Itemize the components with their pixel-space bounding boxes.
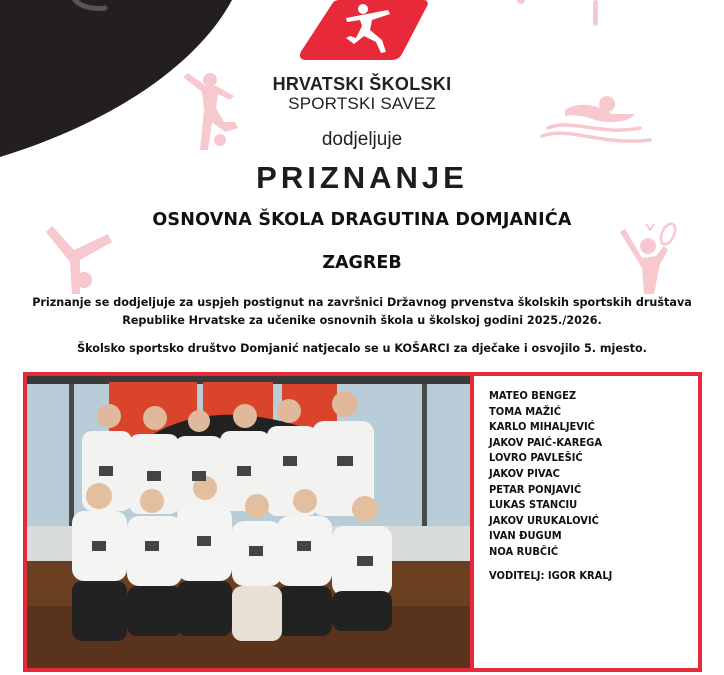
team-frame [23, 372, 702, 672]
player-item: MATEO BENGEZ [489, 389, 577, 402]
player-item: LUKAS STANCIU [489, 498, 578, 512]
player-list [489, 388, 623, 560]
city-name: ZAGREB [322, 253, 402, 273]
org-name-line1: HRVATSKI ŠKOLSKI [272, 74, 452, 94]
player-item: TOMA MAŽIĆ [489, 404, 562, 418]
awards-text: dodjeljuje [321, 129, 403, 150]
decorative-dot-icon [515, 0, 527, 6]
player-item: KARLO MIHALJEVIĆ [489, 420, 595, 434]
team-photo [27, 376, 470, 668]
player-item: IVAN ĐUGUM [489, 529, 562, 543]
player-item: NOA RUBČIĆ [489, 544, 559, 558]
certificate-description [0, 294, 724, 330]
achievement-text: Školsko sportsko društvo Domjanić natjecalo se u KOŠARCI za dječake i osvojilo 5. mjesto. [77, 342, 647, 355]
player-item: PETAR PONJAVIĆ [489, 482, 582, 496]
certificate-title: PRIZNANJE [256, 160, 468, 195]
description-line2: Republike Hrvatske za učenike osnovnih škola u školskoj godini 2025./2026. [122, 314, 602, 327]
player-item: JAKOV URUKALOVIĆ [489, 513, 599, 527]
org-name-line2: SPORTSKI SAVEZ [288, 94, 436, 113]
team-roster [489, 388, 623, 582]
decorative-line-icon [585, 0, 605, 30]
player-item: LOVRO PAVLEŠIĆ [489, 451, 583, 465]
coach-name: VODITELJ: IGOR KRALJ [489, 568, 613, 582]
hss-logo-icon [296, 0, 428, 62]
frame-divider [470, 376, 474, 668]
school-name: OSNOVNA ŠKOLA DRAGUTINA DOMJANIĆA [152, 210, 572, 230]
description-line1: Priznanje se dodjeljuje za uspjeh postignut na završnici Državnog prvenstva školskih sportskih društava [32, 296, 692, 309]
player-item: JAKOV PAIĆ-KAREGA [489, 435, 603, 449]
team-photo-illustration [27, 376, 470, 668]
player-item: JAKOV PIVAC [489, 466, 560, 480]
